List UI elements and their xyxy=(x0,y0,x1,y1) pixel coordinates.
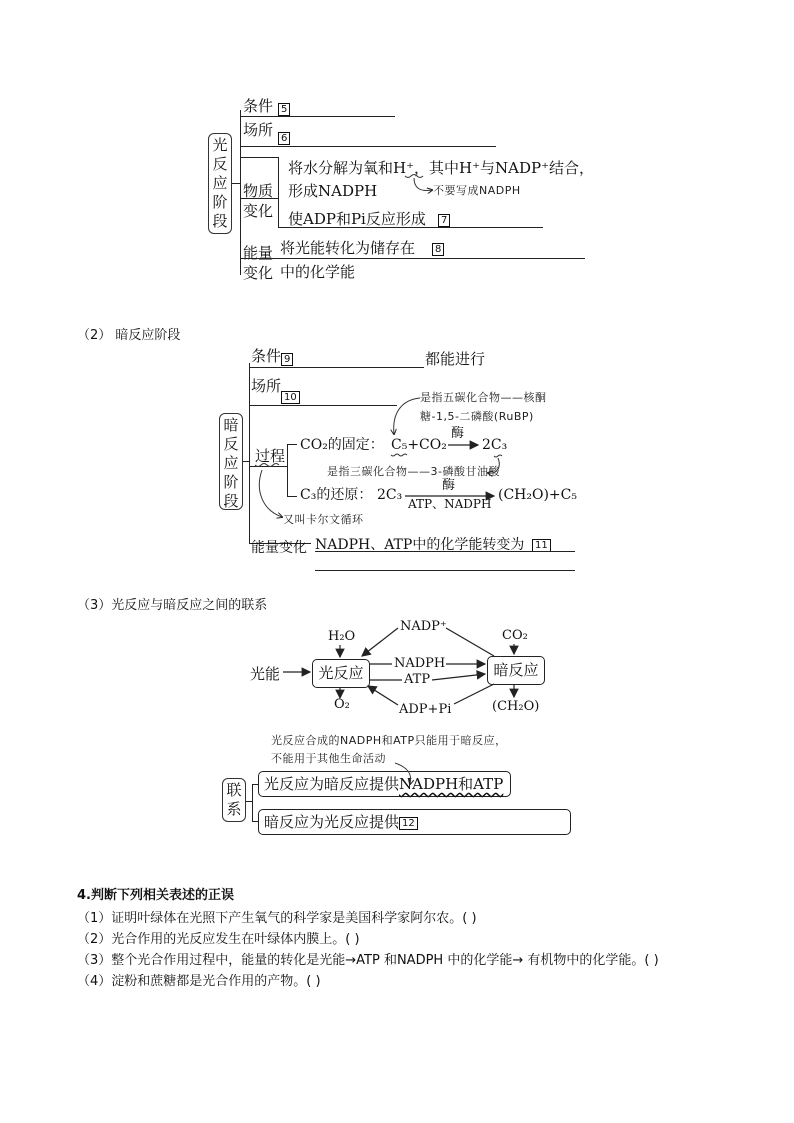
light-place-label: 场所 xyxy=(243,121,274,139)
dark-condition-label: 条件 xyxy=(251,347,282,365)
answer-blank-9[interactable]: 9 xyxy=(281,353,293,366)
light-stage-box: 光反应阶段 xyxy=(208,133,232,234)
dark-note-calvin: 又叫卡尔文循环 xyxy=(283,513,364,526)
judge-item-3: （3）整个光合作用过程中，能量的转化是光能→ATP 和NADPH 中的化学能→ 有机物中的化学能。( ) xyxy=(77,953,659,968)
c3-reduction-prefix: C₃的还原： xyxy=(300,487,373,503)
light-matter-label-1: 物质 xyxy=(243,182,274,200)
judge-title: 4.判断下列相关表述的正误 xyxy=(77,888,234,903)
relation-note-2: 不能用于其他生命活动 xyxy=(271,752,386,765)
light-matter-label-2: 变化 xyxy=(243,202,274,220)
light-energy-line1: 将光能转化为储存在 xyxy=(280,239,416,257)
light-energy-label-1: 能量 xyxy=(243,244,274,262)
nadph-label: NADPH xyxy=(394,656,446,671)
answer-blank-5[interactable]: 5 xyxy=(278,103,290,116)
dark-place-label: 场所 xyxy=(251,377,282,395)
judge-item-1: （1）证明叶绿体在光照下产生氧气的科学家是美国科学家阿尔农。( ) xyxy=(77,911,477,926)
relation-box: 联系 xyxy=(222,778,246,822)
relation-row2-prefix: 暗反应为光反应提供 xyxy=(264,813,400,831)
h2o-label: H₂O xyxy=(328,629,356,644)
adp-pi-label: ADP+Pi xyxy=(399,702,452,717)
dark-reaction-box: 暗反应 xyxy=(487,656,545,685)
co2-fixation-right: 2C₃ xyxy=(482,437,508,453)
co2-label: CO₂ xyxy=(502,628,528,643)
answer-blank-7[interactable]: 7 xyxy=(438,214,450,227)
atp-label: ATP xyxy=(404,672,431,687)
dark-energy-label: 能量变化 xyxy=(251,540,307,556)
dark-stage-heading: （2） 暗反应阶段 xyxy=(77,328,181,343)
answer-blank-8[interactable]: 8 xyxy=(432,243,444,256)
answer-blank-12[interactable]: 12 xyxy=(399,817,418,830)
nadp-plus-label: NADP⁺ xyxy=(400,619,447,634)
dark-stage-box: 暗反应阶段 xyxy=(219,413,243,510)
dark-note-c5-2: 糖-1,5-二磷酸(RuBP) xyxy=(420,410,534,423)
c3-reduction-left: 2C₃ xyxy=(377,487,403,503)
dark-condition-suffix: 都能进行 xyxy=(425,350,486,368)
relation-note-1: 光反应合成的NADPH和ATP只能用于暗反应， xyxy=(271,734,507,747)
judge-item-4: （4）淀粉和蔗糖都是光合作用的产物。( ) xyxy=(77,974,321,989)
c3-reduction-cofactors: ATP、NADPH xyxy=(408,497,492,511)
ch2o-label: (CH₂O) xyxy=(492,699,540,714)
dark-energy-text: NADPH、ATP中的化学能转变为 xyxy=(315,537,525,553)
light-note-nadph: 不要写成NADPH xyxy=(433,184,521,197)
answer-blank-10[interactable]: 10 xyxy=(281,391,300,404)
light-energy-label-2: 变化 xyxy=(243,264,274,282)
dark-note-c5-1: 是指五碳化合物——核酮 xyxy=(420,391,547,404)
dark-note-c3: 是指三碳化合物——3-磷酸甘油酸 xyxy=(327,465,500,478)
light-matter-line3: 使ADP和Pi反应形成 xyxy=(288,210,426,228)
co2-fixation-prefix: CO₂的固定： xyxy=(300,437,384,453)
answer-blank-11[interactable]: 11 xyxy=(532,539,551,552)
light-energy-line2: 中的化学能 xyxy=(280,263,356,281)
co2-fixation-enzyme: 酶 xyxy=(451,426,465,441)
judge-item-2: （2）光合作用的光反应发生在叶绿体内膜上。( ) xyxy=(77,932,360,947)
co2-fixation-left: C₅+CO₂ xyxy=(391,437,447,453)
light-condition-label: 条件 xyxy=(243,97,274,115)
relation-row1-prefix: 光反应为暗反应提供 xyxy=(264,775,400,793)
relation-row1-highlight: NADPH和ATP xyxy=(399,775,504,793)
link-heading: （3）光反应与暗反应之间的联系 xyxy=(77,598,268,613)
light-matter-line1: 将水分解为氧和H⁺，其中H⁺与NADP⁺结合， xyxy=(288,159,594,177)
o2-label: O₂ xyxy=(334,697,350,712)
light-matter-line2: 形成NADPH xyxy=(288,182,378,200)
c3-reduction-right: (CH₂O)+C₅ xyxy=(498,487,577,503)
answer-blank-6[interactable]: 6 xyxy=(278,132,290,145)
c3-reduction-enzyme: 酶 xyxy=(442,478,456,493)
light-reaction-box: 光反应 xyxy=(312,659,370,688)
dark-process-label: 过程 xyxy=(255,447,286,465)
light-energy-text: 光能 xyxy=(250,665,281,683)
